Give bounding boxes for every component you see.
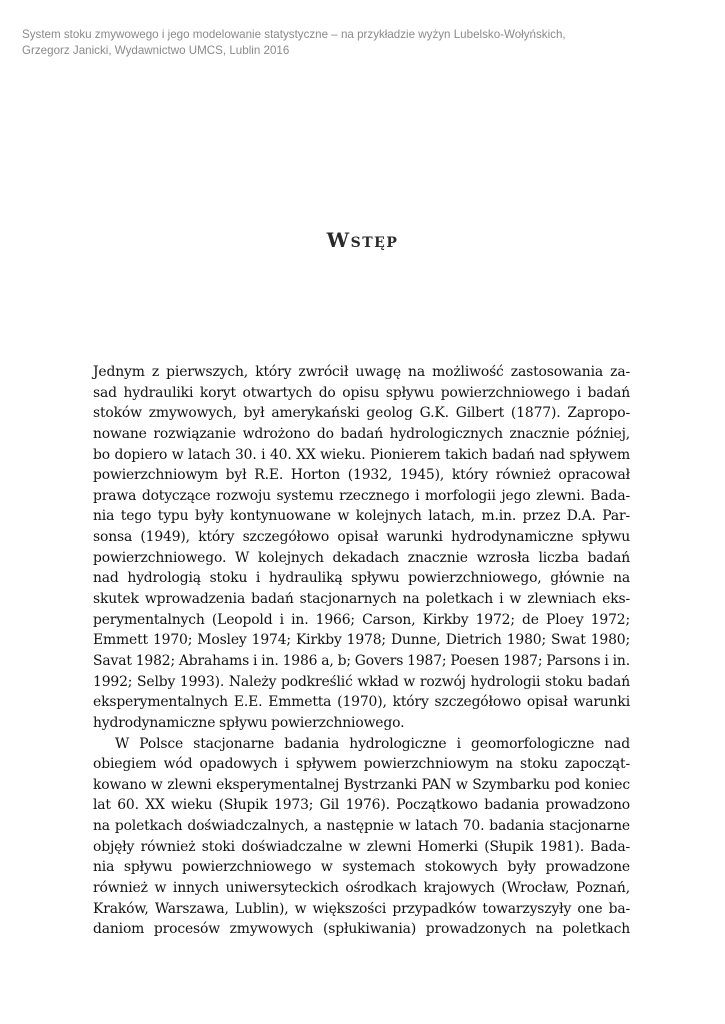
text-line: perymentalnych (Leopold i in. 1966; Carson, Kirkby 1972; de Ploey 1972; — [93, 611, 630, 628]
text-line: skutek wprowadzenia badań stacjonarnych na poletkach i w zlewniach eks- — [93, 591, 630, 608]
text-line: daniom procesów zmywowych (spłukiwania) prowadzonych na poletkach — [93, 921, 630, 938]
text-line: stoków zmywowych, był amerykański geolog G.K. Gilbert (1877). Zapropo- — [93, 405, 630, 422]
text-line: lat 60. XX wieku (Słupik 1973; Gil 1976). Początkowo badania prowadzono — [93, 797, 630, 814]
text-line: nad hydrologią stoku i hydrauliką spływu powierzchniowego, głównie na — [93, 570, 630, 587]
text-line: sonsa (1949), który szczegółowo opisał warunki hydrodynamiczne spływu — [93, 529, 630, 546]
running-header — [22, 27, 712, 58]
text-line: nia spływu powierzchniowego w systemach stokowych były prowadzone — [93, 859, 630, 876]
paragraph — [93, 362, 630, 734]
text-line: powierzchniowego. W kolejnych dekadach znacznie wzrosła liczba badań — [93, 549, 630, 566]
text-line: również w innych uniwersyteckich ośrodkach krajowych (Wrocław, Poznań, — [93, 880, 630, 897]
chapter-body — [93, 362, 630, 940]
text-line: obiegiem wód opadowych i spływem powierzchniowym na stoku zapocząt- — [93, 756, 630, 773]
text-line: W Polsce stacjonarne badania hydrologiczne i geomorfologiczne nad — [115, 735, 630, 752]
text-line: prawa dotyczące rozwoju systemu rzecznego i morfologii jego zlewni. Bada- — [93, 487, 630, 504]
text-line: Emmett 1970; Mosley 1974; Kirkby 1978; Dunne, Dietrich 1980; Swat 1980; — [93, 632, 630, 649]
text-line: Jednym z pierwszych, który zwrócił uwagę na możliwość zastosowania za- — [93, 364, 630, 380]
header-line-2: Grzegorz Janicki, Wydawnictwo UMCS, Lublin 2016 — [22, 43, 290, 57]
text-line: hydrodynamiczne spływu powierzchniowego. — [93, 714, 405, 731]
text-line: Savat 1982; Abrahams i in. 1986 a, b; Govers 1987; Poesen 1987; Parsons i in. — [93, 652, 630, 669]
text-line: sad hydrauliki koryt otwartych do opisu spływu powierzchniowego i badań — [93, 384, 630, 401]
text-line: nia tego typu były kontynuowane w kolejnych latach, m.in. przez D.A. Par- — [93, 508, 630, 525]
text-line: objęły również stoki doświadczalne w zlewni Homerki (Słupik 1981). Bada- — [93, 838, 630, 855]
text-line: Kraków, Warszawa, Lublin), w większości przypadków towarzyszyły one ba- — [93, 900, 630, 917]
text-line: bo dopiero w latach 30. i 40. XX wieku. Pionierem takich badań nad spływem — [93, 446, 630, 463]
paragraph — [93, 734, 630, 940]
text-line: kowano w zlewni eksperymentalnej Bystrzanki PAN w Szymbarku pod koniec — [93, 776, 630, 793]
text-line: nowane rozwiązanie wdrożono do badań hydrologicznych znacznie później, — [93, 425, 630, 442]
text-line: 1992; Selby 1993). Należy podkreślić wkład w rozwój hydrologii stoku badań — [93, 673, 630, 690]
text-line: na poletkach doświadczalnych, a następnie w latach 70. badania stacjonarne — [93, 818, 630, 835]
text-line: powierzchniowym był R.E. Horton (1932, 1945), który również opracował — [93, 467, 630, 484]
text-line: eksperymentalnych E.E. Emmetta (1970), który szczegółowo opisał warunki — [93, 694, 630, 711]
header-line-1: System stoku zmywowego i jego modelowanie statystyczne – na przykładzie wyżyn Lubelsko-Wołyńskich, — [22, 28, 566, 41]
chapter-title: Wstęp — [326, 228, 399, 252]
